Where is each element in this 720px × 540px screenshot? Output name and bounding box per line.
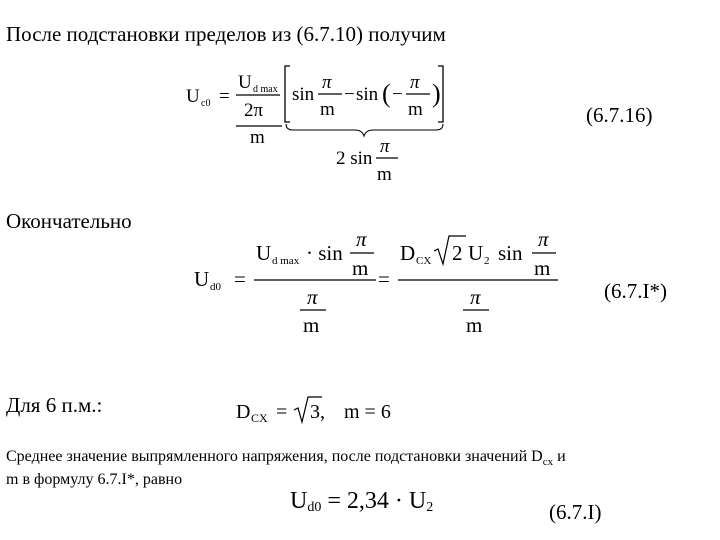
summary-line-1-pre: Среднее значение выпрямленного напряжения, после подстановки значений D (6, 448, 543, 465)
eq2-pi-1: π (356, 227, 367, 251)
eq1-bottom-m: m (250, 127, 265, 148)
eq2-pi-4: π (470, 285, 481, 309)
eq1-underbrace (286, 124, 443, 136)
eq2-u-dmax-sub: d max (272, 255, 300, 267)
eq3-m-eq: m = 6 (344, 401, 391, 423)
eq2-sin: sin (498, 241, 523, 265)
eq1-open-paren: ( (382, 79, 391, 108)
eq3-d: D (236, 401, 251, 423)
eq1-m-2: m (408, 99, 423, 120)
summary-line-2: m в формулу 6.7.I*, равно (6, 471, 183, 488)
eq1-label: (6.7.16) (586, 103, 653, 127)
eq2-pi-2: π (307, 285, 318, 309)
eq1-m-3: m (377, 164, 392, 185)
eq1-lhs-u: U (186, 86, 200, 107)
eq1-lhs-sub: c0 (201, 98, 211, 109)
eq1-left-bracket (285, 66, 290, 122)
eq2-m-4: m (466, 313, 483, 337)
eq1-minus-1: − (344, 84, 355, 105)
eq1-minus-2: − (392, 84, 403, 105)
eq2-u-dmax: U (256, 241, 272, 265)
result-u: U (290, 488, 308, 514)
eq2-m-2: m (303, 313, 320, 337)
eq2-eq-sign-1: = (234, 267, 246, 291)
for6-text: Для 6 п.м.: (6, 393, 103, 417)
eq2-u2-sub: 2 (484, 255, 490, 267)
eq1-num-sub: d max (253, 84, 278, 95)
eq1-pi-3: π (380, 136, 390, 157)
summary-line-1 (6, 448, 566, 468)
eq1-eq-sign: = (219, 86, 230, 107)
final-label: Окончательно (6, 209, 132, 233)
result-equation (290, 488, 433, 516)
summary-line-1-sub: cx (542, 456, 554, 469)
eq1-close-paren: ) (432, 79, 441, 108)
eq2-lhs-sub: d0 (210, 281, 221, 293)
eq3-sqrt-arg: 3, (310, 401, 325, 423)
eq3-d-sub: CX (251, 411, 268, 425)
eq3-eq: = (276, 401, 288, 423)
result-u2-sub: 2 (426, 500, 434, 515)
eq2-u2: U (468, 241, 484, 265)
result-label: (6.7.I) (549, 500, 602, 524)
eq2-sqrt-arg: 2 (452, 241, 463, 265)
eq1-m-1: m (320, 99, 335, 120)
eq2-lhs-u: U (194, 267, 210, 291)
eq2-eq-sign-2: = (378, 267, 390, 291)
eq2-m-3: m (534, 256, 551, 280)
result-middle: = 2,34 · U (321, 488, 427, 514)
eq1-sin-2: sin (356, 84, 379, 105)
eq2-dot-sin: · sin (306, 241, 343, 265)
eq1-den-2pi: 2π (244, 100, 264, 121)
eq2-pi-3: π (538, 227, 549, 251)
summary-line-1-post: и (553, 448, 566, 465)
eq2-d-sub: CX (416, 255, 432, 267)
eq1-sin-1: sin (292, 84, 315, 105)
eq1-pi-1: π (322, 72, 332, 93)
equation-dcx (230, 395, 430, 427)
eq2-label: (6.7.I*) (604, 279, 667, 303)
intro-text: После подстановки пределов из (6.7.10) получим (6, 22, 446, 46)
eq1-num-u: U (238, 72, 252, 93)
result-u-sub: d0 (307, 500, 322, 515)
eq2-m-1: m (352, 256, 369, 280)
eq2-d: D (400, 241, 416, 265)
eq1-pi-2: π (410, 72, 420, 93)
eq1-bottom-2sin: 2 sin (336, 148, 373, 169)
